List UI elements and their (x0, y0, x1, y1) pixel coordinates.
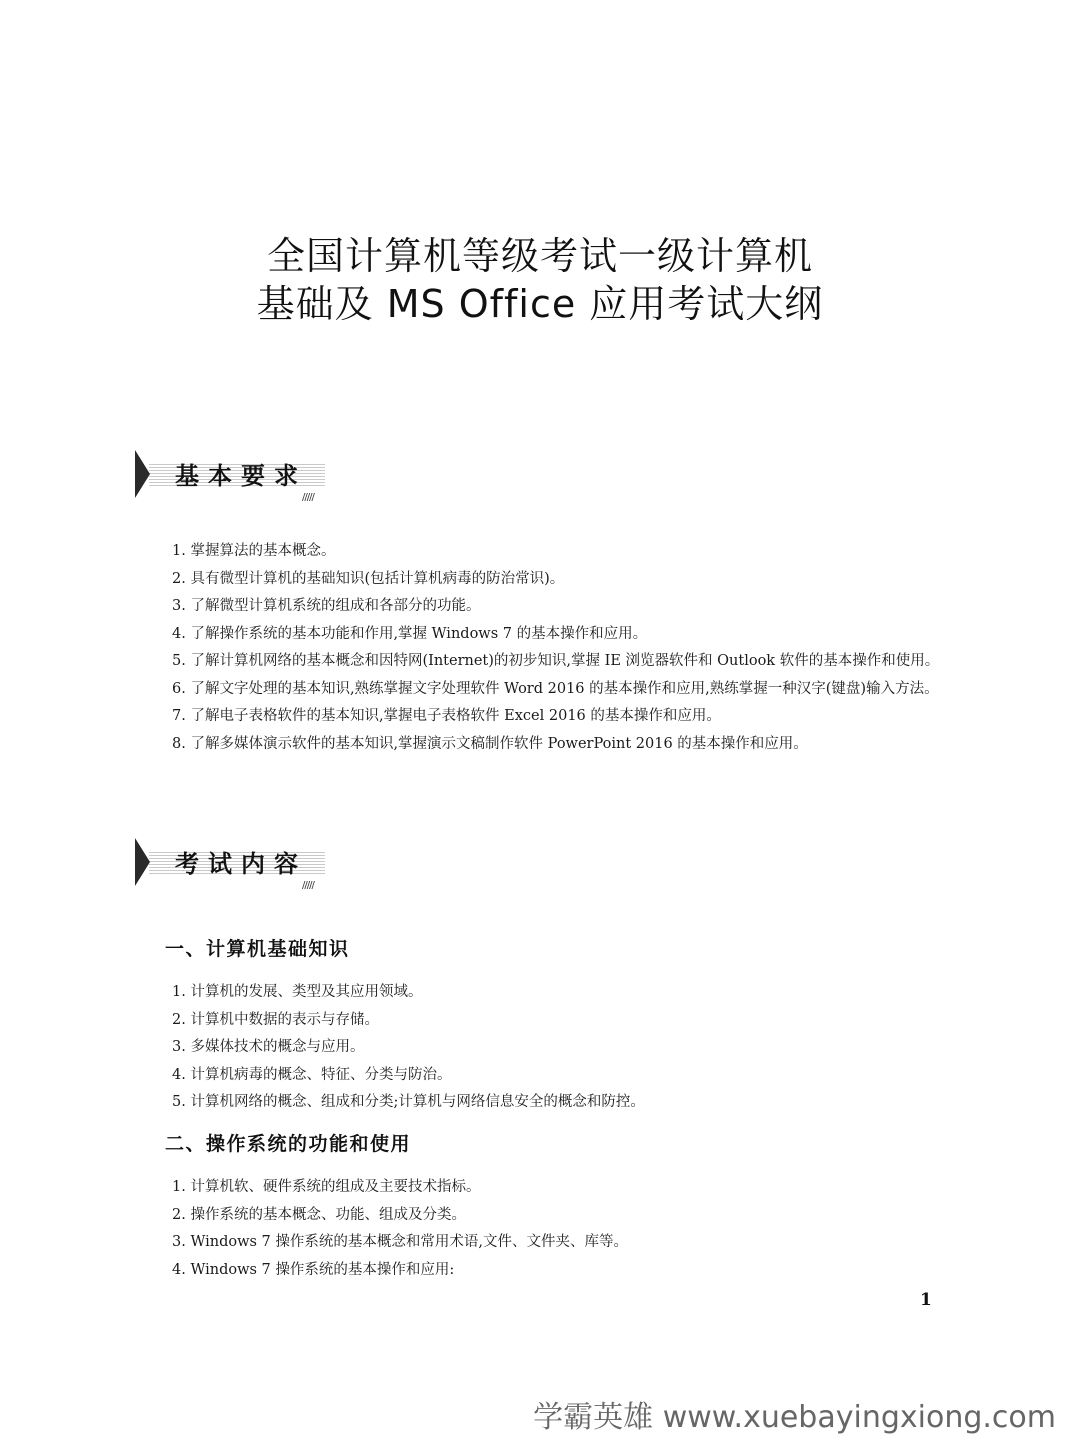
list-item: 3. 了解微型计算机系统的组成和各部分的功能。 (172, 598, 481, 614)
title-line-1: 全国计算机等级考试一级计算机 (266, 234, 813, 278)
section-heading-label: 考试内容 (175, 850, 307, 878)
title-line-2: 基础及 MS Office 应用考试大纲 (256, 282, 824, 326)
requirements-list (136, 538, 946, 758)
document-title (0, 232, 1080, 328)
list-item: 8. 了解多媒体演示软件的基本知识,掌握演示文稿制作软件 PowerPoint 2016 的基本操作和应用。 (172, 735, 808, 752)
list-item: 2. 计算机中数据的表示与存储。 (172, 1011, 379, 1028)
section-heading-basic-requirements (135, 450, 327, 502)
list-item: 1. 计算机软、硬件系统的组成及主要技术指标。 (172, 1179, 481, 1195)
computer-basics-list (136, 979, 946, 1117)
heading-arrow-icon (135, 450, 150, 498)
list-item: 7. 了解电子表格软件的基本知识,掌握电子表格软件 Excel 2016 的基本操作和应用。 (172, 708, 721, 724)
page-number: 1 (920, 1290, 932, 1310)
list-item: 2. 具有微型计算机的基础知识(包括计算机病毒的防治常识)。 (172, 570, 565, 587)
list-item: 2. 操作系统的基本概念、功能、组成及分类。 (172, 1206, 466, 1223)
heading-arrow-icon (135, 838, 150, 886)
list-item: 1. 计算机的发展、类型及其应用领域。 (172, 984, 423, 1000)
subsection-heading-os: 二、操作系统的功能和使用 (165, 1133, 412, 1155)
section-heading-exam-content (135, 838, 327, 890)
list-item: 5. 计算机网络的概念、组成和分类;计算机与网络信息安全的概念和防控。 (172, 1094, 645, 1110)
list-item: 4. Windows 7 操作系统的基本操作和应用: (172, 1261, 455, 1278)
list-item: 4. 了解操作系统的基本功能和作用,掌握 Windows 7 的基本操作和应用。 (172, 625, 648, 642)
list-item: 3. Windows 7 操作系统的基本概念和常用术语,文件、文件夹、库等。 (172, 1234, 628, 1250)
list-item: 3. 多媒体技术的概念与应用。 (172, 1039, 365, 1055)
list-item: 1. 掌握算法的基本概念。 (172, 543, 336, 559)
list-item: 6. 了解文字处理的基本知识,熟练掌握文字处理软件 Word 2016 的基本操作和应用,熟练掌握一种汉字(键盘)输入方法。 (172, 680, 939, 697)
heading-tick-marks: ///// (302, 880, 314, 891)
section-heading-label: 基本要求 (175, 462, 307, 490)
list-item: 4. 计算机病毒的概念、特征、分类与防治。 (172, 1066, 452, 1083)
list-item: 5. 了解计算机网络的基本概念和因特网(Internet)的初步知识,掌握 IE 浏览器软件和 Outlook 软件的基本操作和使用。 (172, 653, 940, 669)
watermark: 学霸英雄 www.xuebayingxiong.com (533, 1400, 1056, 1435)
heading-tick-marks: ///// (302, 492, 314, 503)
subsection-heading-computer-basics: 一、计算机基础知识 (165, 938, 350, 960)
os-list (136, 1174, 946, 1284)
